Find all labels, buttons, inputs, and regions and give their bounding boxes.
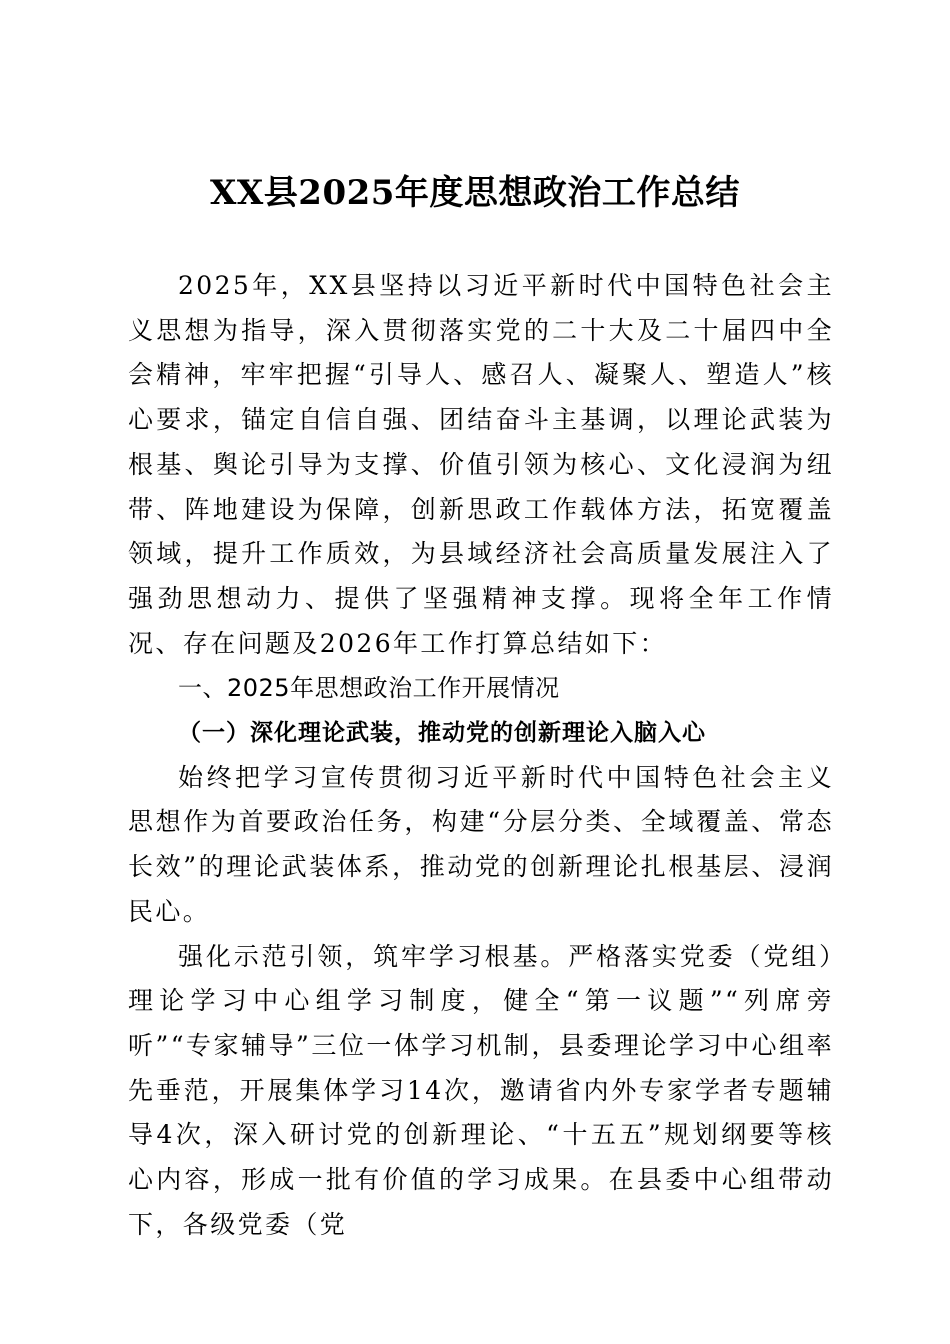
section-heading: 一、2025年思想政治工作开展情况 xyxy=(178,674,560,703)
document-title: XX县2025年度思想政治工作总结 xyxy=(210,173,740,213)
document-body xyxy=(128,264,834,1247)
intro-paragraph: 2025年，XX县坚持以习近平新时代中国特色社会主义思想为指导，深入贯彻落实党的二十大及二十届四中全会精神，牢牢把握“引导人、感召人、凝聚人、塑造人”核心要求，锚定自信自强、团结奋斗主基调，以理论武装为根基、舆论引导为支撑、价值引领为核心、文化浸润为纽带、阵地建设为保障，创新思政工作载体方法，拓宽覆盖领域，提升工作质效，为县域经济社会高质量发展注入了强劲思想动力、提供了坚强精神支撑。现将全年工作情况、存在问题及2026年工作打算总结如下： xyxy=(128,271,834,658)
subsection-heading: （一）深化理论武装，推动党的创新理论入脑入心 xyxy=(178,719,706,747)
subsection-paragraph: 始终把学习宣传贯彻习近平新时代中国特色社会主义思想作为首要政治任务，构建“分层分类、全域覆盖、常态长效”的理论武装体系，推动党的创新理论扎根基层、浸润民心。 xyxy=(128,762,834,926)
subsection-paragraph: 强化示范引领，筑牢学习根基。严格落实党委（党组）理论学习中心组学习制度，健全“第一议题”“列席旁听”“专家辅导”三位一体学习机制，县委理论学习中心组率先垂范，开展集体学习14次，邀请省内外专家学者专题辅导4次，深入研讨党的创新理论、“十五五”规划纲要等核心内容，形成一批有价值的学习成果。在县委中心组带动下，各级党委（党 xyxy=(128,941,834,1239)
